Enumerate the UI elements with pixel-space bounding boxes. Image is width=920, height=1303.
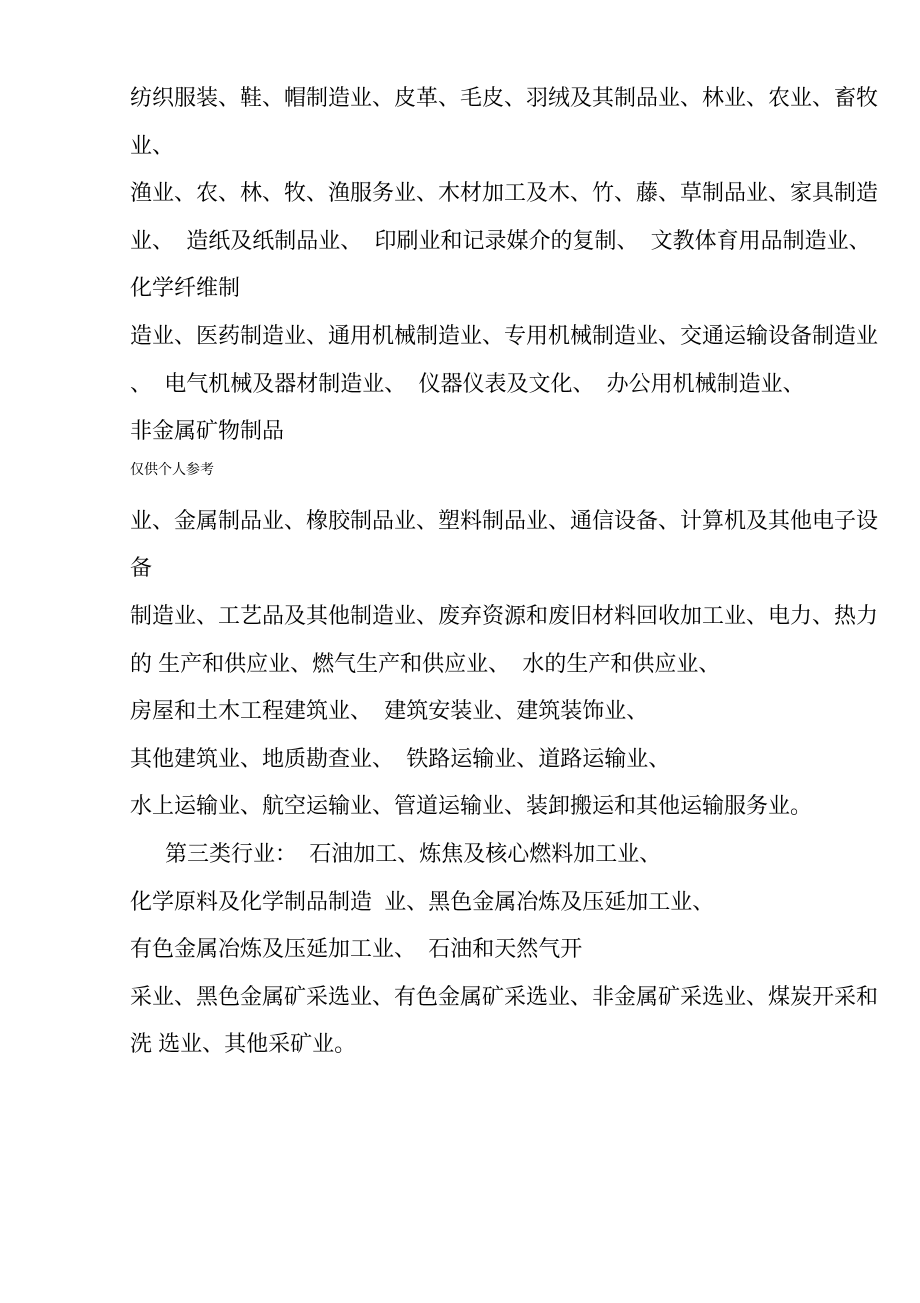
text-line: 渔业、农、林、牧、渔服务业、木材加工及木、竹、藤、草制品业、家具制造: [130, 180, 879, 206]
text-line: 化学纤维制: [130, 275, 241, 301]
text-line: 化学原料及化学制品制造 业、黑色金属冶炼及压延加工业、: [130, 888, 715, 914]
section-heading-line: 第三类行业： 石油加工、炼焦及核心燃料加工业、: [165, 840, 662, 866]
text-line: 业、金属制品业、橡胶制品业、塑料制品业、通信设备、计算机及其他电子设: [130, 507, 879, 533]
document-text-block: [130, 74, 879, 1068]
text-line: 洗 选业、其他采矿业。: [130, 1031, 357, 1057]
text-line: 纺织服装、鞋、帽制造业、皮革、毛皮、羽绒及其制品业、林业、农业、畜牧: [130, 85, 879, 110]
text-line: 其他建筑业、地质勘查业、 铁路运输业、道路运输业、: [130, 745, 671, 771]
text-line: 造业、医药制造业、通用机械制造业、专用机械制造业、交通运输设备制造业: [130, 322, 879, 348]
text-line: 备: [130, 555, 153, 581]
text-line: 业、: [130, 132, 175, 158]
text-line: 制造业、工艺品及其他制造业、废弃资源和废旧材料回收加工业、电力、热力: [130, 602, 879, 628]
text-line: 业、 造纸及纸制品业、 印刷业和记录媒介的复制、 文教体育用品制造业、: [130, 227, 871, 253]
text-line: 、 电气机械及器材制造业、 仪器仪表及文化、 办公用机械制造业、: [130, 370, 805, 396]
text-line: 有色金属冶炼及压延加工业、 石油和天然气开: [130, 936, 583, 962]
text-line: 非金属矿物制品: [130, 418, 285, 444]
text-line: 水上运输业、航空运输业、管道运输业、装卸搬运和其他运输服务业。: [130, 793, 813, 819]
text-line: 的 生产和供应业、燃气生产和供应业、 水的生产和供应业、: [130, 650, 721, 676]
text-line: 采业、黑色金属矿采选业、有色金属矿采选业、非金属矿采选业、煤炭开采和: [130, 983, 879, 1009]
text-line: 房屋和土木工程建筑业、 建筑安装业、建筑装饰业、: [130, 698, 649, 724]
watermark-note: 仅供个人参考: [130, 460, 214, 477]
